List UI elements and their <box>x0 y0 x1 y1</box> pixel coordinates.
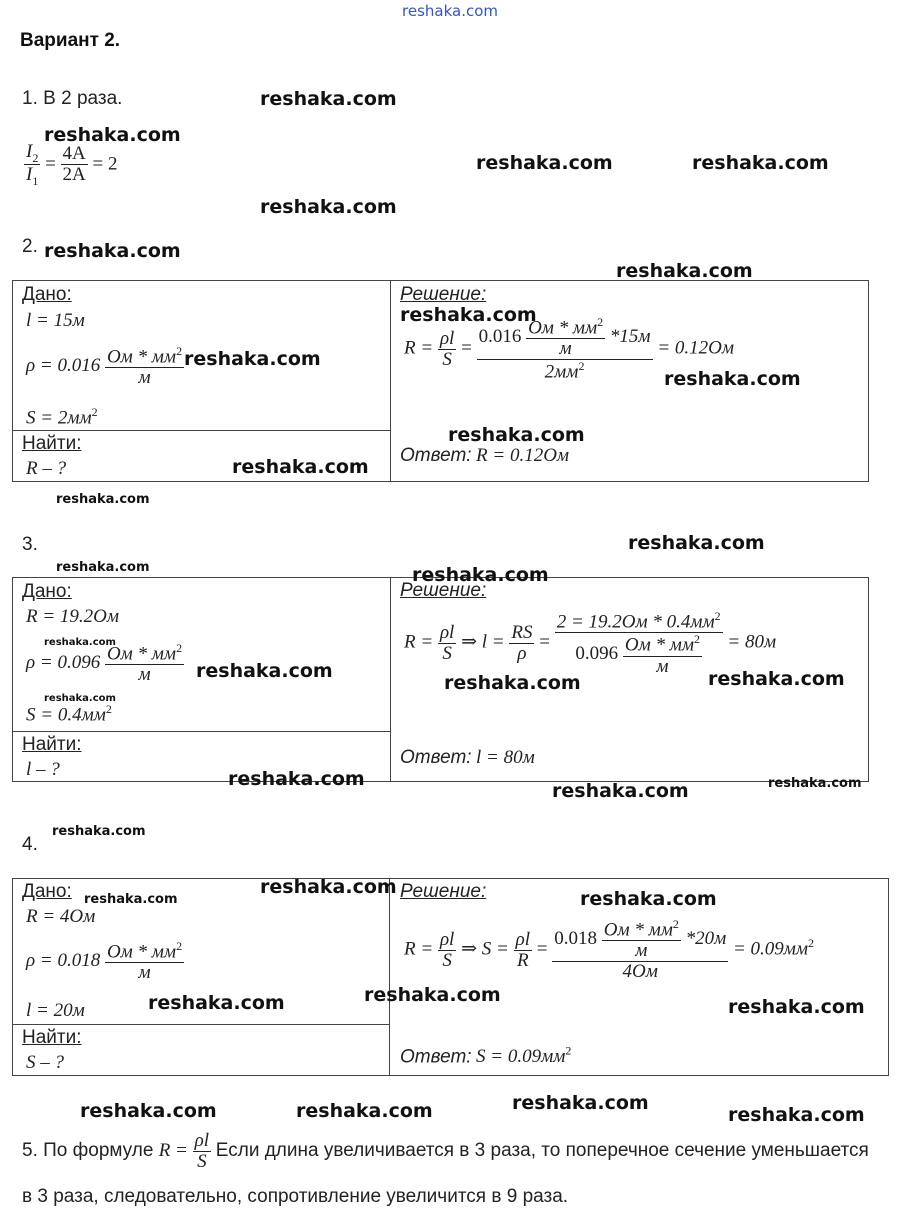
watermark[interactable]: reshaka.com <box>448 424 585 446</box>
watermark[interactable]: reshaka.com <box>768 776 862 791</box>
watermark[interactable]: reshaka.com <box>56 560 150 575</box>
task3-solution-formula: R = $\frac{\rho l}{S}$ ⇒ l = $\frac{RS}{\rho}$ = $2 = 19.2Ом * 0.4мм^2$ 0.096 $\frac{Ом * мм^2}{м}$ = 80м <box>404 609 777 677</box>
task2-answer: R = 0.12Ом <box>476 445 570 466</box>
task2-answer-label: Ответ: <box>400 445 472 466</box>
task3-given-s: $S = 0.4мм^2$ <box>26 702 112 726</box>
task2-given-label: Дано: <box>22 284 72 305</box>
task1-number: 1. <box>22 88 38 109</box>
watermark[interactable]: reshaka.com <box>148 992 285 1014</box>
task1-line <box>22 88 122 110</box>
task4-number: 4. <box>22 834 38 855</box>
task3-given-r: R = 19.2Ом <box>26 606 120 627</box>
watermark[interactable]: reshaka.com <box>708 668 845 690</box>
task5-paragraph <box>22 1128 882 1220</box>
watermark[interactable]: reshaka.com <box>184 348 321 370</box>
task4-answer-line: Ответ: $S = 0.09мм^2$ <box>400 1044 572 1068</box>
watermark[interactable]: reshaka.com <box>580 888 717 910</box>
watermark[interactable]: reshaka.com <box>552 780 689 802</box>
watermark[interactable]: reshaka.com <box>364 984 501 1006</box>
task4-given-r: R = 4Ом <box>26 906 96 927</box>
watermark[interactable]: reshaka.com <box>44 693 116 704</box>
watermark[interactable]: reshaka.com <box>728 996 865 1018</box>
task2-number: 2. <box>22 236 38 257</box>
task5-text: Если длина увеличивается в 3 раза, то поперечное сечение уменьшается в 3 раза, следовательно, сопротивление увеличится в 9 раза. <box>22 1140 869 1207</box>
watermark[interactable]: reshaka.com <box>52 824 146 839</box>
task4-given-label: Дано: <box>22 881 72 902</box>
watermark[interactable]: reshaka.com <box>412 564 549 586</box>
task2-find: R – ? <box>26 458 67 479</box>
watermark[interactable]: reshaka.com <box>728 1104 865 1126</box>
watermark[interactable]: reshaka.com <box>44 637 116 648</box>
task3-answer: l = 80м <box>476 747 535 768</box>
watermark[interactable]: reshaka.com <box>56 492 150 507</box>
page-title: Вариант 2. <box>20 30 121 51</box>
task4-given-rho: ρ = 0.018 $\frac{Ом * мм^2}{м}$ <box>26 939 183 984</box>
watermark[interactable]: reshaka.com <box>80 1100 217 1122</box>
task5-formula: R = $\frac{\rho l}{S}$ <box>158 1130 210 1173</box>
task5-intro: 5. По формуле <box>22 1140 154 1161</box>
watermark[interactable]: reshaka.com <box>400 304 537 326</box>
task3-solution-label: Решение: <box>400 580 487 601</box>
watermark[interactable]: reshaka.com <box>476 152 613 174</box>
watermark[interactable]: reshaka.com <box>616 260 753 282</box>
task3-answer-line <box>400 747 535 769</box>
task4-solution-formula: R = $\frac{\rho l}{S}$ ⇒ S = $\frac{\rho l}{R}$ = 0.018 $\frac{Ом * мм^2}{м}$ *20м 4Ом = $0.09мм^2$ <box>404 917 815 983</box>
top-site-link[interactable]: reshaka.com <box>402 2 498 20</box>
task2-find-label: Найти: <box>22 433 82 454</box>
watermark[interactable]: reshaka.com <box>196 660 333 682</box>
task3-find: l – ? <box>26 759 60 780</box>
watermark[interactable]: reshaka.com <box>84 892 178 907</box>
watermark[interactable]: reshaka.com <box>296 1100 433 1122</box>
task2-answer-line <box>400 445 569 467</box>
task3-given-rho: ρ = 0.096 $\frac{Ом * мм^2}{м}$ <box>26 641 183 686</box>
task4-find-label: Найти: <box>22 1027 82 1048</box>
task4-answer-label: Ответ: <box>400 1046 472 1068</box>
task1-ratio-left: $\frac{I_2}{I_1}$ <box>26 141 39 189</box>
task4-solution-label: Решение: <box>400 881 487 902</box>
watermark[interactable]: reshaka.com <box>260 88 397 110</box>
watermark[interactable]: reshaka.com <box>664 368 801 390</box>
watermark[interactable]: reshaka.com <box>44 124 181 146</box>
watermark[interactable]: reshaka.com <box>628 532 765 554</box>
task2-given-s: $S = 2мм^2$ <box>26 405 98 429</box>
task2-solution-label: Решение: <box>400 284 487 305</box>
task4-find: S – ? <box>26 1052 64 1073</box>
watermark[interactable]: reshaka.com <box>228 768 365 790</box>
watermark[interactable]: reshaka.com <box>260 196 397 218</box>
task3-number: 3. <box>22 534 38 555</box>
watermark[interactable]: reshaka.com <box>692 152 829 174</box>
task1-formula: $\frac{I_2}{I_1}$ = $\frac{4A}{2A}$ = 2 <box>26 141 118 189</box>
task2-given-rho: ρ = 0.016 $\frac{Ом * мм^2}{м}$ <box>26 344 183 389</box>
task1-answer: В 2 раза. <box>43 88 123 109</box>
task4-answer: S = 0.09мм <box>476 1046 566 1068</box>
watermark[interactable]: reshaka.com <box>444 672 581 694</box>
task2-given-l: l = 15м <box>26 310 85 331</box>
task3-find-label: Найти: <box>22 734 82 755</box>
task2-solution-formula: R = $\frac{\rho l}{S}$ = 0.016 $\frac{Ом * мм^2}{м}$ *15м $2мм^2$ = 0.12Ом <box>404 315 734 383</box>
task3-given-label: Дано: <box>22 581 72 602</box>
task3-answer-label: Ответ: <box>400 747 472 768</box>
watermark[interactable]: reshaka.com <box>260 876 397 898</box>
watermark[interactable]: reshaka.com <box>44 240 181 262</box>
task1-ratio-right: $\frac{4A}{2A}$ <box>62 143 86 186</box>
watermark[interactable]: reshaka.com <box>512 1092 649 1114</box>
task4-given-l: l = 20м <box>26 1000 85 1021</box>
watermark[interactable]: reshaka.com <box>232 456 369 478</box>
